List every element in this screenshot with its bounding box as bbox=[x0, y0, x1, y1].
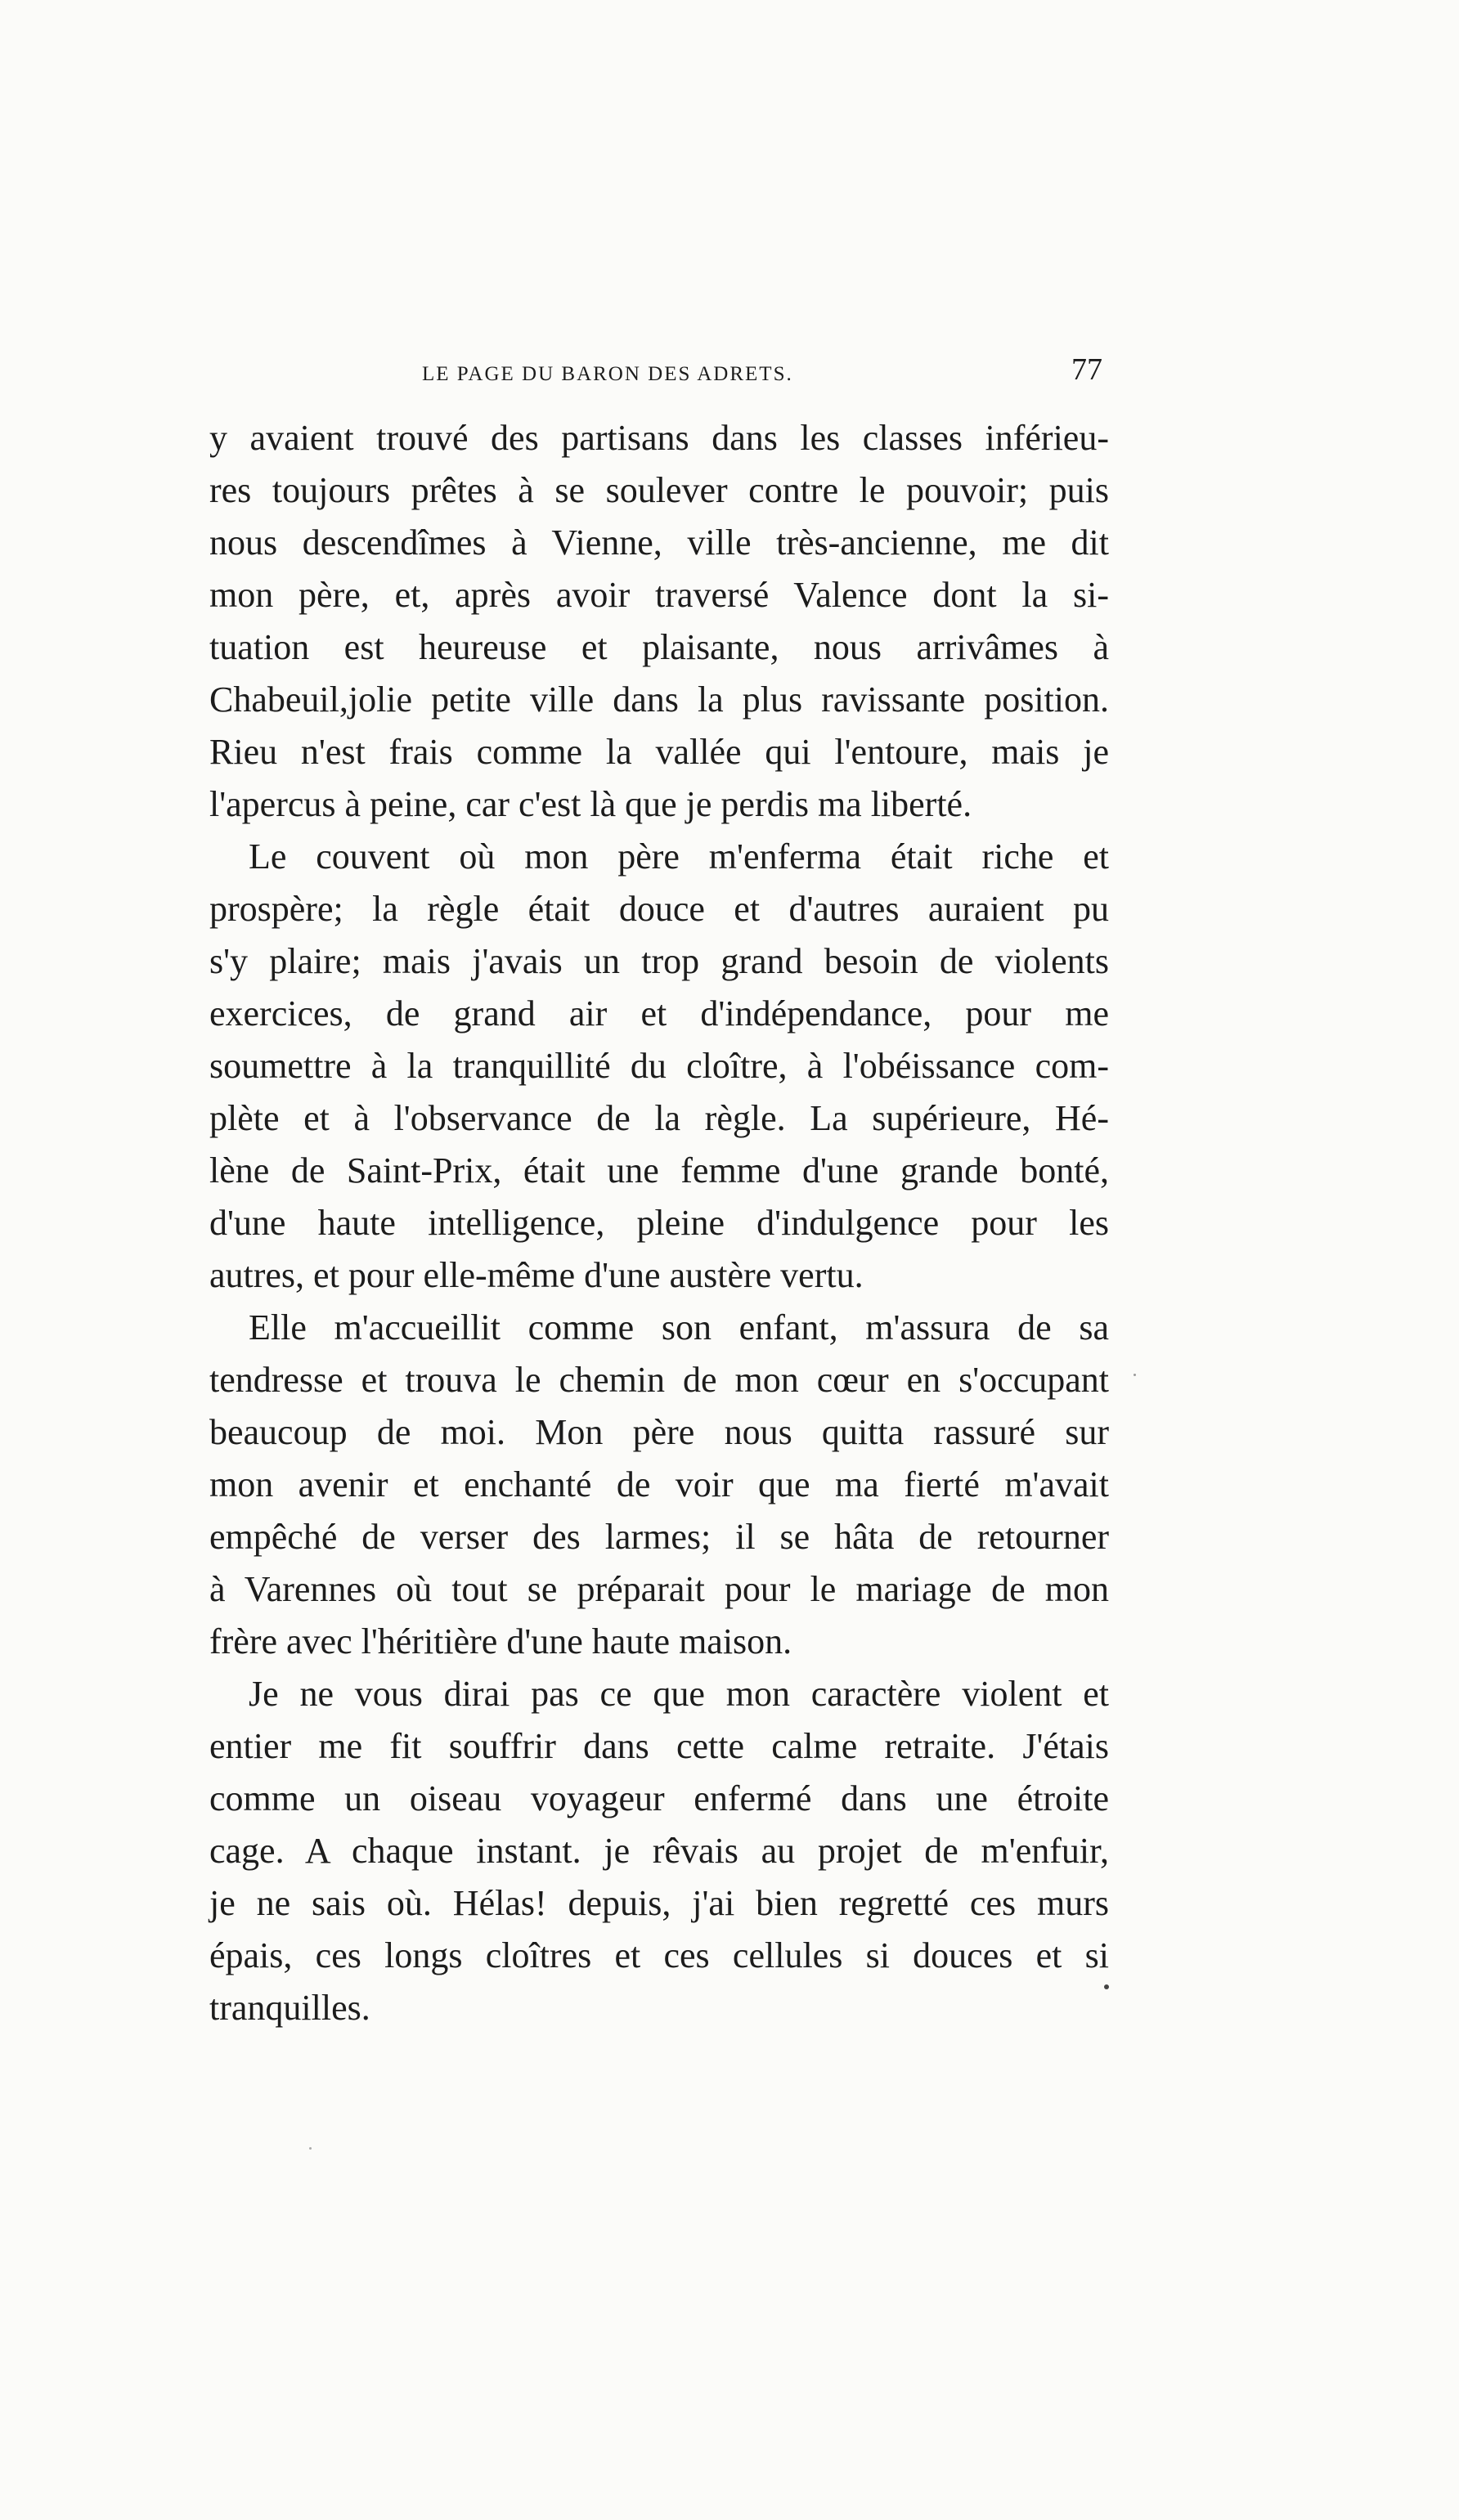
text-line: tuation est heureuse et plaisante, nous arrivâmes à bbox=[209, 627, 1109, 667]
text-line: Rieu n'est frais comme la vallée qui l'entoure, mais je bbox=[209, 732, 1109, 772]
paragraph-2 bbox=[209, 831, 1109, 1302]
text-line: tranquilles. bbox=[209, 1988, 370, 2028]
text-line: l'apercus à peine, car c'est là que je perdis ma liberté. bbox=[209, 784, 972, 824]
text-line: à Varennes où tout se préparait pour le mariage de mon bbox=[209, 1569, 1109, 1609]
paragraph-4 bbox=[209, 1668, 1109, 2034]
text-line: Elle m'accueillit comme son enfant, m'assura de sa bbox=[249, 1307, 1109, 1347]
text-line: Je ne vous dirai pas ce que mon caractère violent et bbox=[249, 1674, 1109, 1714]
text-line: Le couvent où mon père m'enferma était riche et bbox=[249, 836, 1109, 877]
paragraph-1 bbox=[209, 412, 1109, 831]
page-number: 77 bbox=[1071, 352, 1102, 387]
running-title: LE PAGE DU BARON DES ADRETS. bbox=[422, 363, 793, 385]
text-line: s'y plaire; mais j'avais un trop grand besoin de violents bbox=[209, 941, 1109, 981]
text-line: exercices, de grand air et d'indépendance, pour me bbox=[209, 993, 1109, 1034]
text-line: empêché de verser des larmes; il se hâta de retourner bbox=[209, 1517, 1109, 1557]
text-line: beaucoup de moi. Mon père nous quitta rassuré sur bbox=[209, 1412, 1109, 1452]
text-line: tendresse et trouva le chemin de mon cœur en s'occupant bbox=[209, 1360, 1109, 1400]
text-line: comme un oiseau voyageur enfermé dans une étroite bbox=[209, 1778, 1109, 1818]
text-line: res toujours prêtes à se soulever contre le pouvoir; puis bbox=[209, 470, 1109, 510]
text-line: d'une haute intelligence, pleine d'indulgence pour les bbox=[209, 1203, 1109, 1243]
text-line: autres, et pour elle-même d'une austère vertu. bbox=[209, 1255, 864, 1295]
text-line: entier me fit souffrir dans cette calme retraite. J'étais bbox=[209, 1726, 1109, 1766]
text-line: mon père, et, après avoir traversé Valence dont la si- bbox=[209, 575, 1109, 615]
book-page bbox=[209, 352, 1109, 2034]
text-line: mon avenir et enchanté de voir que ma fierté m'avait bbox=[209, 1464, 1109, 1504]
text-line: épais, ces longs cloîtres et ces cellules si douces et si bbox=[209, 1935, 1109, 1975]
ink-speck bbox=[309, 2147, 312, 2150]
running-head bbox=[209, 352, 1109, 392]
text-line: je ne sais où. Hélas! depuis, j'ai bien regretté ces murs bbox=[209, 1883, 1109, 1923]
ink-speck bbox=[1134, 1374, 1136, 1376]
text-line: plète et à l'observance de la règle. La supérieure, Hé- bbox=[209, 1098, 1109, 1138]
paragraph-3 bbox=[209, 1302, 1109, 1668]
text-line: nous descendîmes à Vienne, ville très-ancienne, me dit bbox=[209, 522, 1109, 563]
text-line: lène de Saint-Prix, était une femme d'une grande bonté, bbox=[209, 1150, 1109, 1190]
text-line: cage. A chaque instant. je rêvais au projet de m'enfuir, bbox=[209, 1831, 1109, 1871]
text-line: frère avec l'héritière d'une haute maison. bbox=[209, 1621, 792, 1661]
ink-speck bbox=[1104, 1984, 1109, 1989]
text-line: prospère; la règle était douce et d'autres auraient pu bbox=[209, 889, 1109, 929]
text-line: Chabeuil,jolie petite ville dans la plus ravissante position. bbox=[209, 679, 1109, 720]
text-line: y avaient trouvé des partisans dans les classes inférieu- bbox=[209, 418, 1109, 458]
text-line: soumettre à la tranquillité du cloître, à l'obéissance com- bbox=[209, 1046, 1109, 1086]
